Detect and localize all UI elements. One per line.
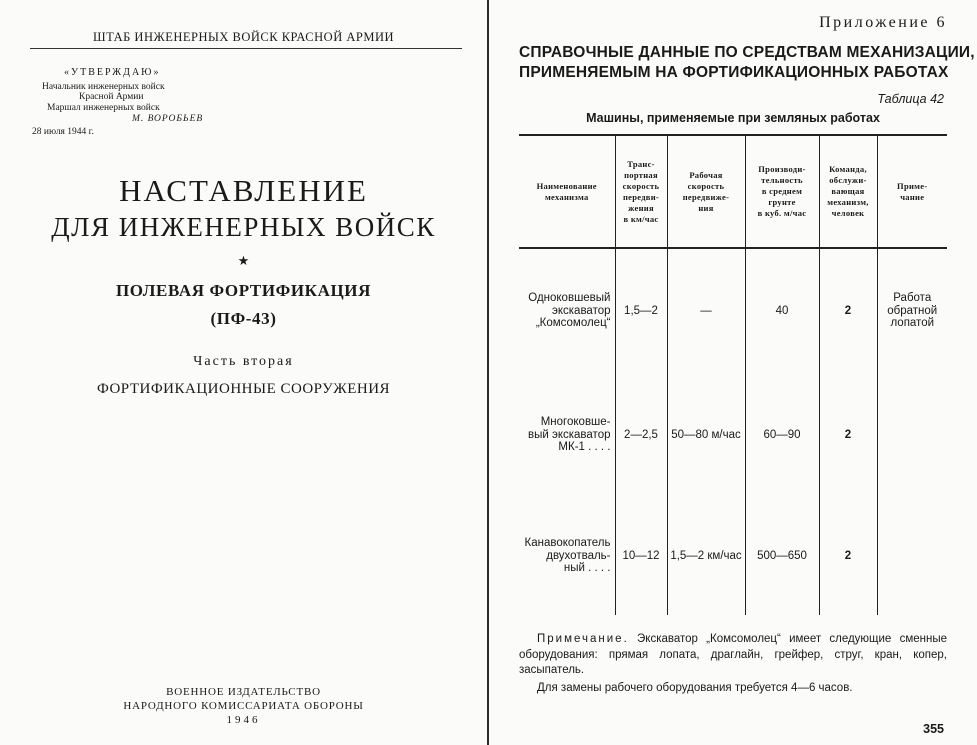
note-cell: Работа обратной лопатой — [877, 248, 947, 373]
approval-line-1: Начальник инженерных войск — [42, 82, 165, 92]
left-page — [0, 0, 487, 745]
header-productivity: Производи- тельность в среднем грунте в куб. м/час — [745, 135, 819, 248]
headquarters-heading: ШТАБ ИНЖЕНЕРНЫХ ВОЙСК КРАСНОЙ АРМИИ — [92, 30, 394, 44]
productivity-cell: 60—90 — [745, 373, 819, 497]
publisher-line-1: ВОЕННОЕ ИЗДАТЕЛЬСТВО — [166, 686, 321, 698]
transport-speed-cell: 1,5—2 — [615, 248, 667, 373]
table-header-row — [519, 135, 947, 248]
machine-name: Канавокопатель двухотваль- ный . . . . — [524, 537, 611, 575]
work-speed-cell: — — [667, 248, 745, 373]
machine-name: Многоковше- вый экскаватор МК-1 . . . . — [527, 416, 611, 454]
appendix-label: Приложение 6 — [819, 14, 947, 31]
table-row — [519, 497, 947, 615]
productivity-cell: 40 — [745, 248, 819, 373]
machine-name: Одноковшевый экскаватор „Комсомолец“ — [528, 292, 611, 330]
reference-title-line-2: ПРИМЕНЯЕМЫМ НА ФОРТИФИКАЦИОННЫХ РАБОТАХ — [519, 64, 949, 81]
crew-cell: 2 — [819, 497, 877, 615]
publication-year: 1946 — [226, 714, 261, 726]
reference-title-line-1: СПРАВОЧНЫЕ ДАННЫЕ ПО СРЕДСТВАМ МЕХАНИЗАЦИИ, — [519, 44, 975, 61]
book-title-line-1: НАСТАВЛЕНИЕ — [119, 173, 368, 208]
footnote-label: Примечание. — [537, 633, 629, 645]
star-ornament: ★ — [237, 253, 250, 268]
approval-heading: «УТВЕРЖДАЮ» — [64, 67, 161, 78]
table-number: Таблица 42 — [877, 92, 944, 106]
approval-date: 28 июля 1944 г. — [32, 127, 94, 137]
approval-signatory: М. ВОРОБЬЕВ — [132, 114, 204, 124]
header-work-speed: Рабочая скорость передвиже- ния — [667, 135, 745, 248]
note-cell — [877, 373, 947, 497]
table-caption: Машины, применяемые при земляных работах — [586, 111, 880, 125]
approval-line-3: Маршал инженерных войск — [47, 103, 160, 113]
work-speed-cell: 1,5—2 км/час — [667, 497, 745, 615]
table-row — [519, 248, 947, 373]
subtitle-line-2: (ПФ-43) — [210, 309, 277, 328]
crew-cell: 2 — [819, 373, 877, 497]
note-cell — [877, 497, 947, 615]
subtitle-line-1: ПОЛЕВАЯ ФОРТИФИКАЦИЯ — [115, 281, 371, 300]
publisher-line-2: НАРОДНОГО КОМИССАРИАТА ОБОРОНЫ — [123, 700, 364, 712]
footnote-line-2: Для замены рабочего оборудования требуется 4—6 часов. — [537, 682, 853, 694]
book-title-line-2: ДЛЯ ИНЖЕНЕРНЫХ ВОЙСК — [51, 212, 436, 242]
header-crew: Команда, обслужи- вающая механизм, человек — [819, 135, 877, 248]
part-label: Часть вторая — [193, 354, 294, 369]
transport-speed-cell: 2—2,5 — [615, 373, 667, 497]
crew-cell: 2 — [819, 248, 877, 373]
header-rule — [30, 48, 462, 49]
table-row — [519, 373, 947, 497]
header-note: Приме- чание — [877, 135, 947, 248]
transport-speed-cell: 10—12 — [615, 497, 667, 615]
approval-line-2: Красной Армии — [79, 92, 144, 102]
footnote-text: Экскаватор „Комсомолец“ имеет следующие сменные оборудования: прямая лопата, драглайн, грейфер, струг, кран, копер, засыпатель. — [519, 633, 947, 676]
machines-table — [519, 134, 947, 615]
header-name: Наименование механизма — [519, 135, 615, 248]
page-number: 355 — [923, 722, 944, 736]
right-page — [489, 0, 977, 745]
footnote — [519, 632, 947, 679]
productivity-cell: 500—650 — [745, 497, 819, 615]
header-transport-speed: Транс- портная скорость передви- жения в км/час — [615, 135, 667, 248]
section-title: ФОРТИФИКАЦИОННЫЕ СООРУЖЕНИЯ — [96, 381, 391, 397]
work-speed-cell: 50—80 м/час — [667, 373, 745, 497]
